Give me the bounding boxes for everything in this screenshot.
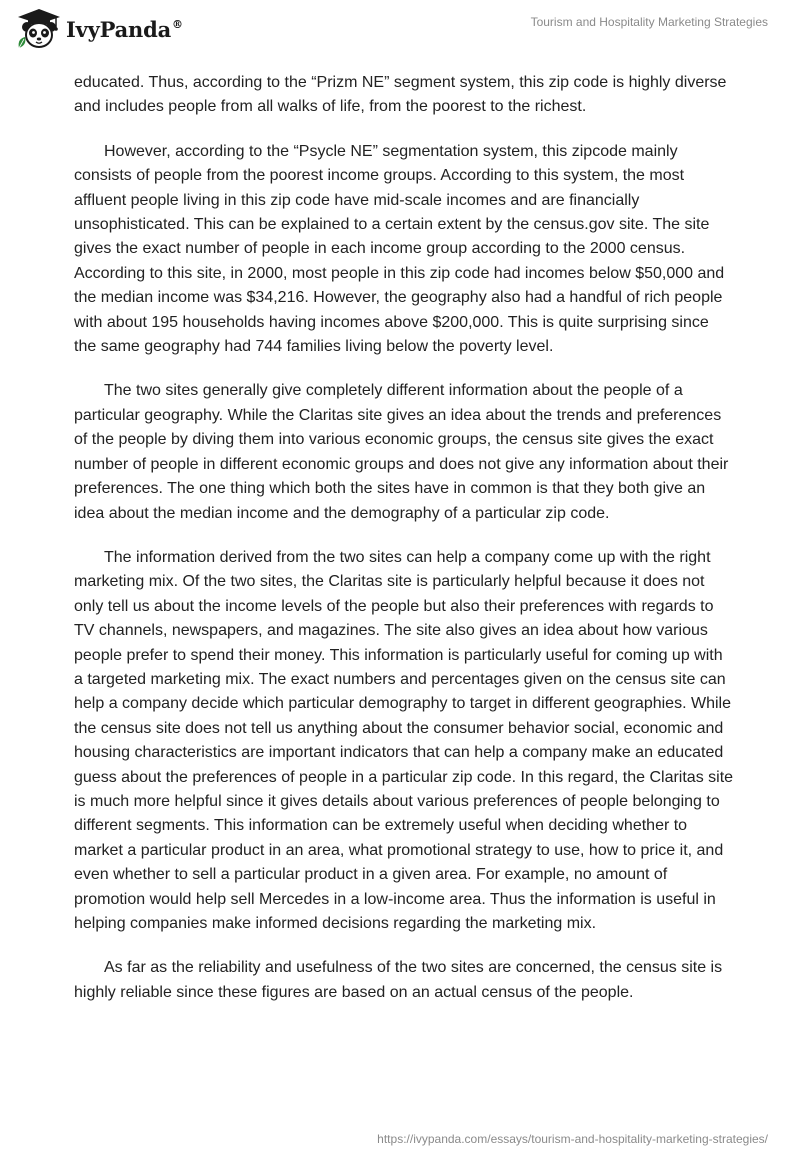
source-url-link[interactable]: https://ivypanda.com/essays/tourism-and-hospitality-marketing-strategies/ — [377, 1132, 768, 1146]
paragraph-3: The two sites generally give completely different information about the people of a particular geography. While the Claritas site gives an idea about the trends and preferences of the people by diving them into various economic groups, the census site gives the exact number of people in different economic groups and does not give any information about their preferences. The one thing which both the sites have in common is that they both give an idea about the median income and the demography of a particular zip code. — [74, 382, 729, 522]
brand-wordmark: IvyPanda — [66, 16, 172, 42]
paragraph-2: However, according to the “Psycle NE” segmentation system, this zipcode mainly consists of people from the poorest income groups. According to this system, the most affluent people living in this zip code have mid-scale incomes and are financially unsophisticated. This can be explained to a certain extent by the census.gov site. The site gives the exact number of people in each income group according to the 2000 census. According to this site, in 2000, most people in this zip code had incomes below $50,000 and the median income was $34,216. However, the geography also had a handful of rich people with about 195 households having incomes above $200,000. This is quite surprising since the same geography had 744 families living below the poverty level. — [74, 142, 725, 356]
registered-mark: ® — [172, 17, 183, 31]
brand-name — [66, 17, 183, 42]
panda-graduate-icon — [16, 8, 62, 50]
document-title: Tourism and Hospitality Marketing Strategies — [530, 15, 768, 29]
paragraph-4: The information derived from the two sites can help a company come up with the right marketing mix. Of the two sites, the Claritas site is particularly helpful because it does not only tell us about the income levels of the people but also their preferences with regards to TV channels, newspapers, and magazines. The site also gives an idea about how various people prefer to spend their money. This information is particularly useful for coming up with a targeted marketing mix. The exact numbers and percentages given on the census site can help a company decide which particular demography to target in different geographies. While the census site does not tell us anything about the consumer behavior social, economic and housing characteristics are important indicators that can help a company make an educated guess about the preferences of people in a particular zip code. In this regard, the Claritas site is much more helpful since it gives details about various preferences of people belonging to different segments. This information can be extremely useful when deciding whether to market a particular product in an area, what promotional strategy to use, how to price it, and even whether to sell a particular product in a given area. For example, no amount of promotion would help sell Mercedes in a low-income area. Thus the information is useful in helping companies make informed decisions regarding the marketing mix. — [74, 548, 734, 932]
paragraph-1: educated. Thus, according to the “Prizm NE” segment system, this zip code is highly diverse and includes people from all walks of life, from the poorest to the richest. — [74, 74, 727, 116]
ivypanda-logo[interactable] — [16, 8, 183, 50]
paragraph-5: As far as the reliability and usefulness of the two sites are concerned, the census site is highly reliable since these figures are based on an actual census of the people. — [74, 959, 723, 1001]
essay-body — [74, 71, 734, 1025]
page-header — [0, 0, 800, 60]
